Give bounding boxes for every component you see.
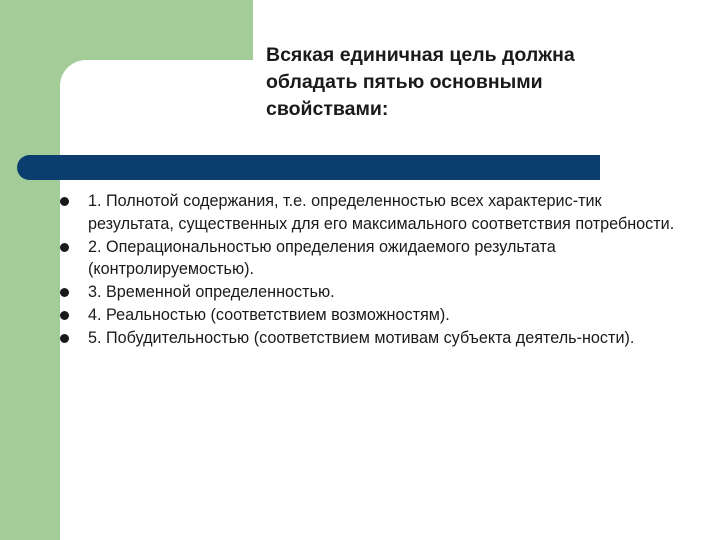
list-item-text: 4. Реальностью (соответствием возможностям).	[88, 305, 450, 324]
list-item-text: 5. Побудительностью (соответствием мотивам субъекта деятель-ности).	[88, 328, 635, 347]
bullet-dot-icon	[60, 243, 69, 252]
bullet-dot-icon	[60, 288, 69, 297]
list-item-5	[60, 327, 680, 350]
slide-title: Всякая единичная цель должна обладать пятью основными свойствами:	[266, 44, 575, 120]
list-item-3	[60, 281, 680, 304]
properties-list	[60, 190, 680, 350]
list-item-text: 1. Полнотой содержания, т.е. определенностью всех характерис-тик результата, существенных для его максимального соответствия потребности.	[88, 192, 675, 233]
bullet-dot-icon	[60, 311, 69, 320]
bullet-dot-icon	[60, 197, 69, 206]
list-item-text: 3. Временной определенностью.	[88, 283, 335, 302]
list-item-4	[60, 304, 680, 327]
list-item-2	[60, 236, 680, 282]
title-divider-bar	[17, 155, 600, 180]
list-item-text: 2. Операциональностью определения ожидаемого результата (контролируемостью).	[88, 237, 556, 279]
bullet-dot-icon	[60, 334, 69, 343]
list-item-1	[60, 190, 680, 236]
